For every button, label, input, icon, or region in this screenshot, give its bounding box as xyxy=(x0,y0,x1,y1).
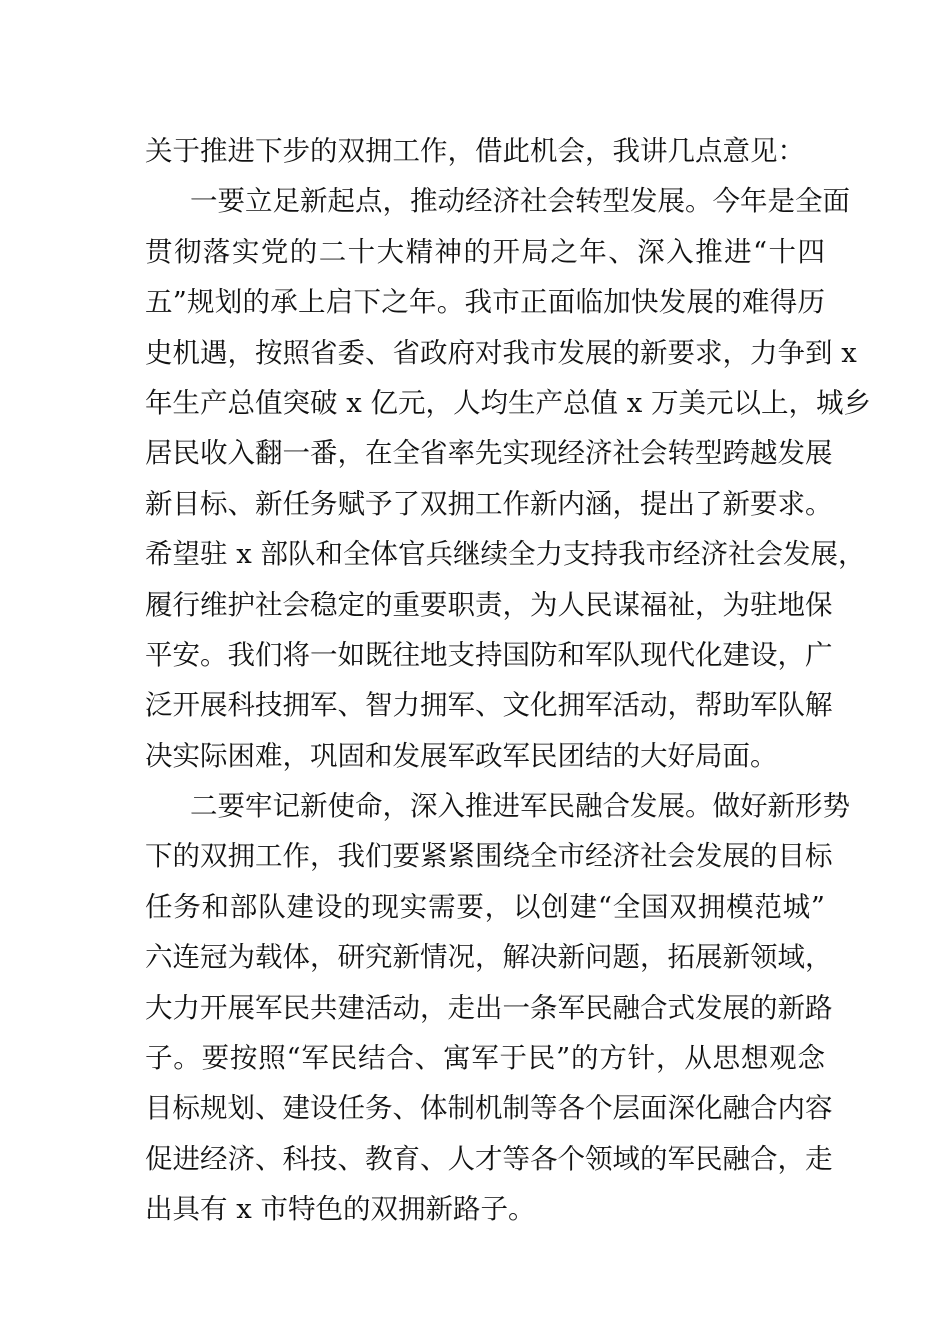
text-line-9: 希望驻 x 部队和全体官兵继续全力支持我市经济社会发展， xyxy=(145,538,866,571)
text-line-13: 决实际困难，巩固和发展军政军民团结的大好局面。 xyxy=(145,739,778,772)
text-line-21: 促进经济、科技、教育、人才等各个领域的军民融合，走 xyxy=(145,1142,833,1175)
text-line-14: 二要牢记新使命，深入推进军民融合发展。做好新形势 xyxy=(190,790,850,823)
text-line-4: 五”规划的承上启下之年。我市正面临加快发展的难得历 xyxy=(145,286,825,319)
text-line-16: 任务和部队建设的现实需要，以创建“全国双拥模范城” xyxy=(145,890,825,923)
text-line-1: 关于推进下步的双拥工作，借此机会，我讲几点意见： xyxy=(145,135,805,167)
text-line-8: 新目标、新任务赋予了双拥工作新内涵，提出了新要求。 xyxy=(145,487,833,520)
text-line-6: 年生产总值突破 x 亿元，人均生产总值 x 万美元以上，城乡 xyxy=(145,386,871,419)
text-line-15: 下的双拥工作，我们要紧紧围绕全市经济社会发展的目标 xyxy=(145,840,833,873)
text-line-10: 履行维护社会稳定的重要职责，为人民谋福祉，为驻地保 xyxy=(145,588,833,621)
text-line-11: 平安。我们将一如既往地支持国防和军队现代化建设，广 xyxy=(145,638,833,671)
text-line-5: 史机遇，按照省委、省政府对我市发展的新要求，力争到 x xyxy=(145,336,857,369)
text-line-3: 贯彻落实党的二十大精神的开局之年、深入推进“十四 xyxy=(145,235,825,268)
text-line-2: 一要立足新起点，推动经济社会转型发展。今年是全面 xyxy=(190,185,850,218)
text-line-17: 六连冠为载体，研究新情况，解决新问题，拓展新领域， xyxy=(145,941,833,974)
text-line-20: 目标规划、建设任务、体制机制等各个层面深化融合内容 xyxy=(145,1092,833,1125)
text-line-19: 子。要按照“军民结合、寓军于民”的方针，从思想观念 xyxy=(145,1042,825,1075)
document-body xyxy=(145,126,871,1235)
text-line-22: 出具有 x 市特色的双拥新路子。 xyxy=(145,1193,536,1226)
text-line-18: 大力开展军民共建活动，走出一条军民融合式发展的新路 xyxy=(145,991,833,1024)
text-line-12: 泛开展科技拥军、智力拥军、文化拥军活动，帮助军队解 xyxy=(145,689,833,722)
text-line-7: 居民收入翻一番，在全省率先实现经济社会转型跨越发展 xyxy=(145,437,833,470)
